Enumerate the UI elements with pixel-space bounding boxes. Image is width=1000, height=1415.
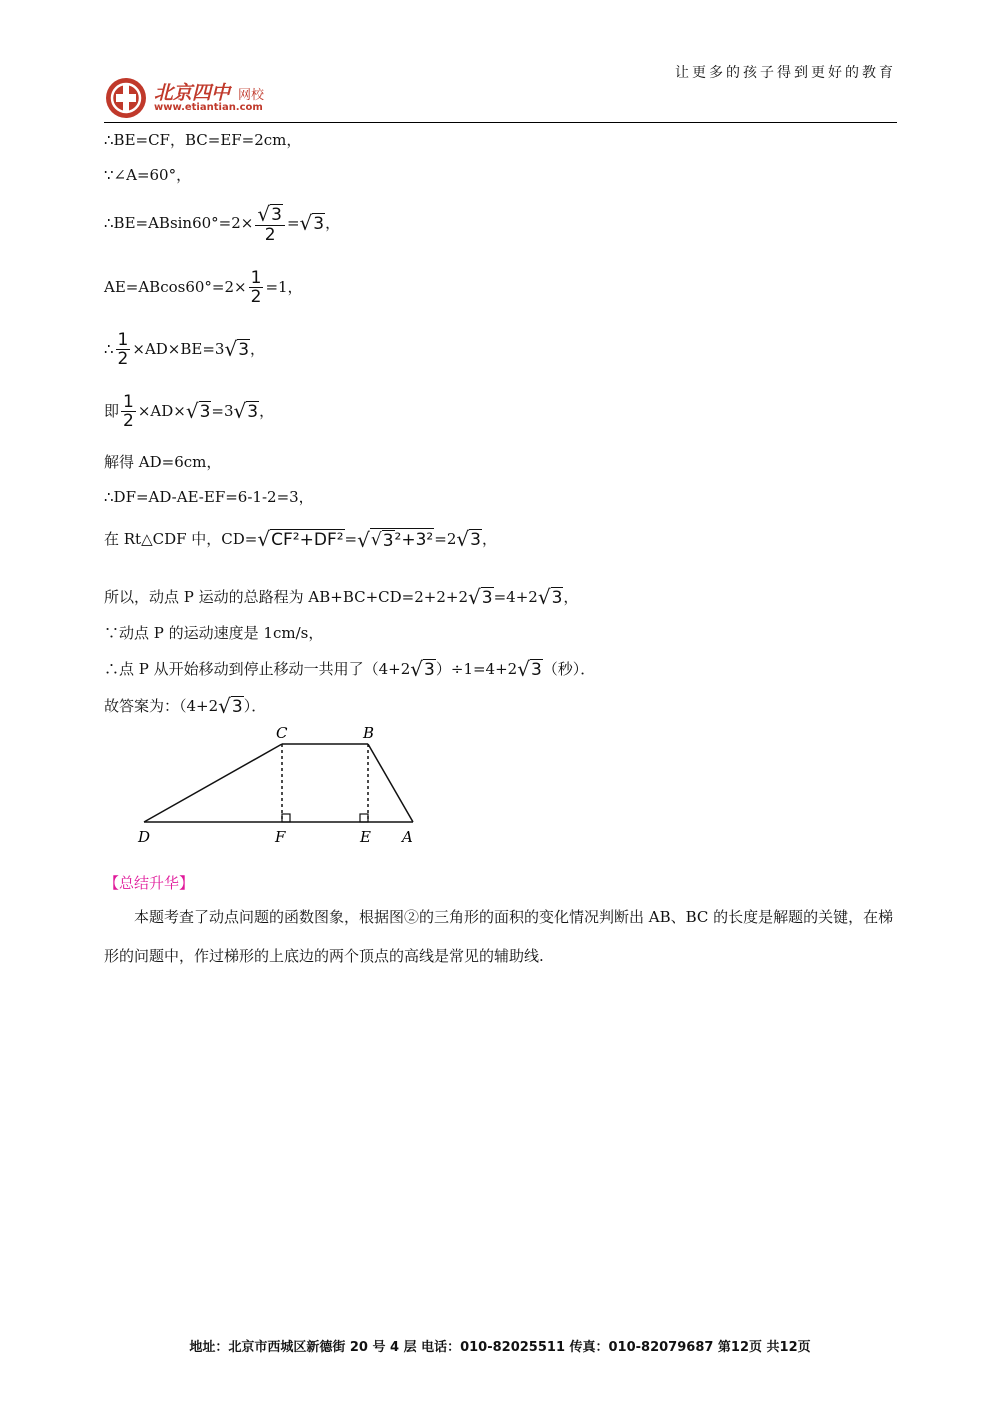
line-text: ∴点 P 从开始移动到停止移动一共用了（4+2 <box>104 660 411 678</box>
line-text: ）． <box>243 697 267 715</box>
line-text: =3 <box>211 402 234 420</box>
vertex-label-b: B <box>363 724 375 742</box>
header-divider <box>104 122 897 123</box>
fraction <box>116 331 131 368</box>
solution-line-8 <box>104 487 314 507</box>
line-text: ， <box>325 214 341 232</box>
fraction-numerator: 1 <box>117 329 129 350</box>
sqrt-expression: √ 3 <box>224 337 250 361</box>
sqrt-expression: √ 3 <box>185 399 211 423</box>
solution-line-3 <box>104 200 340 246</box>
line-text: ， <box>563 588 579 606</box>
fraction-denominator: 2 <box>264 224 276 245</box>
sqrt-expression: √ √ 3 ²+3² <box>357 527 434 552</box>
fraction-denominator: 2 <box>123 410 134 431</box>
solution-line-13 <box>104 693 266 719</box>
line-text: ×AD× <box>137 402 186 420</box>
sqrt-expression: √ 3 <box>456 527 481 551</box>
line-text: =2 <box>434 530 457 548</box>
sqrt-expression: √ 3 <box>537 585 563 609</box>
line-text: =1， <box>265 278 303 296</box>
solution-line-1 <box>104 130 301 150</box>
line-text: 故答案为：（4+2 <box>104 697 219 715</box>
header-slogan: 让更多的孩子得到更好的教育 <box>675 65 896 81</box>
summary-text: 本题考查了动点问题的函数图象，根据图②的三角形的面积的变化情况判断出 AB、BC 的长度是解题的关键，在梯形的问题中，作过梯形的上底边的两个顶点的高线是常见的辅助线. <box>104 908 894 965</box>
line-text: AE=ABcos60°=2× <box>104 278 247 296</box>
line-text: ∴BE=ABsin60°=2× <box>104 214 254 232</box>
logo-net-text: 网校 <box>238 88 265 103</box>
line-text: 解得 AD=6cm， <box>104 453 222 471</box>
line-text: ∴BE=CF，BC=EF=2cm， <box>104 131 302 149</box>
solution-line-10 <box>104 584 578 610</box>
line-text: ）÷1=4+2 <box>435 660 518 678</box>
sqrt-expression: √ CF²+DF² <box>257 527 344 551</box>
line-text: 所以，动点 P 运动的总路程为 AB+BC+CD=2+2+2 <box>104 588 469 606</box>
solution-line-7 <box>104 452 221 472</box>
line-text: ， <box>250 340 266 358</box>
line-text: ， <box>259 402 275 420</box>
solution-line-12 <box>104 656 595 682</box>
logo-url: www.etiantian.com <box>154 102 263 113</box>
sqrt-expression: √ 3 <box>233 399 259 423</box>
sqrt-expression: √ 3 <box>218 694 243 718</box>
line-text: ∵∠A=60°， <box>104 166 192 184</box>
fraction <box>255 203 285 244</box>
page-footer: 地址：北京市西城区新德街 20 号 4 层 电话：010-82025511 传真：010-82079687 第12页 共12页 <box>189 1340 811 1355</box>
vertex-label-a: A <box>402 828 413 846</box>
line-text: 即 <box>104 402 120 420</box>
solution-line-2 <box>104 165 191 185</box>
fraction-denominator: 2 <box>117 348 129 369</box>
site-logo <box>104 74 304 122</box>
side-line-dc <box>144 744 282 822</box>
summary-title: 【总结升华】 <box>104 874 195 892</box>
line-text: ×AD×BE=3 <box>132 340 225 358</box>
vertex-label-d: D <box>138 828 151 846</box>
sqrt-expression: √ 3 <box>517 657 542 681</box>
vertex-label-f: F <box>275 828 286 846</box>
fraction-numerator: 1 <box>123 391 134 412</box>
line-text: =4+2 <box>493 588 538 606</box>
solution-line-5 <box>104 326 265 372</box>
fraction <box>249 269 264 306</box>
line-text: ， <box>481 530 497 548</box>
vertex-label-c: C <box>276 724 288 742</box>
line-text: 在 Rt△CDF 中，CD= <box>104 530 258 548</box>
equals-sign: = <box>286 214 300 232</box>
line-text: ∴ <box>104 340 114 358</box>
equals-sign: = <box>344 530 358 548</box>
fraction <box>121 393 136 430</box>
fraction-numerator: √ 3 <box>255 203 285 226</box>
right-angle-f-icon <box>282 814 290 822</box>
right-angle-e-icon <box>360 814 368 822</box>
trapezoid-figure <box>130 722 430 850</box>
fraction-numerator: 1 <box>250 267 262 288</box>
sqrt-expression: √ 3 <box>410 657 435 681</box>
solution-line-9 <box>104 524 497 554</box>
side-line-ba <box>368 744 413 822</box>
sqrt-expression: √ 3 <box>468 585 493 609</box>
fraction-denominator: 2 <box>250 286 262 307</box>
line-text: ∵动点 P 的运动速度是 1cm/s， <box>104 624 324 642</box>
logo-text: 北京四中 <box>154 82 231 104</box>
solution-line-6 <box>104 388 274 434</box>
line-text: ∴DF=AD-AE-EF=6-1-2=3， <box>104 488 314 506</box>
vertex-label-e: E <box>360 828 371 846</box>
logo-emblem-icon <box>104 76 152 120</box>
solution-line-4 <box>104 264 303 310</box>
line-text: （秒）． <box>542 660 596 678</box>
sqrt-expression: √ 3 <box>299 211 325 235</box>
solution-line-11 <box>104 623 323 643</box>
